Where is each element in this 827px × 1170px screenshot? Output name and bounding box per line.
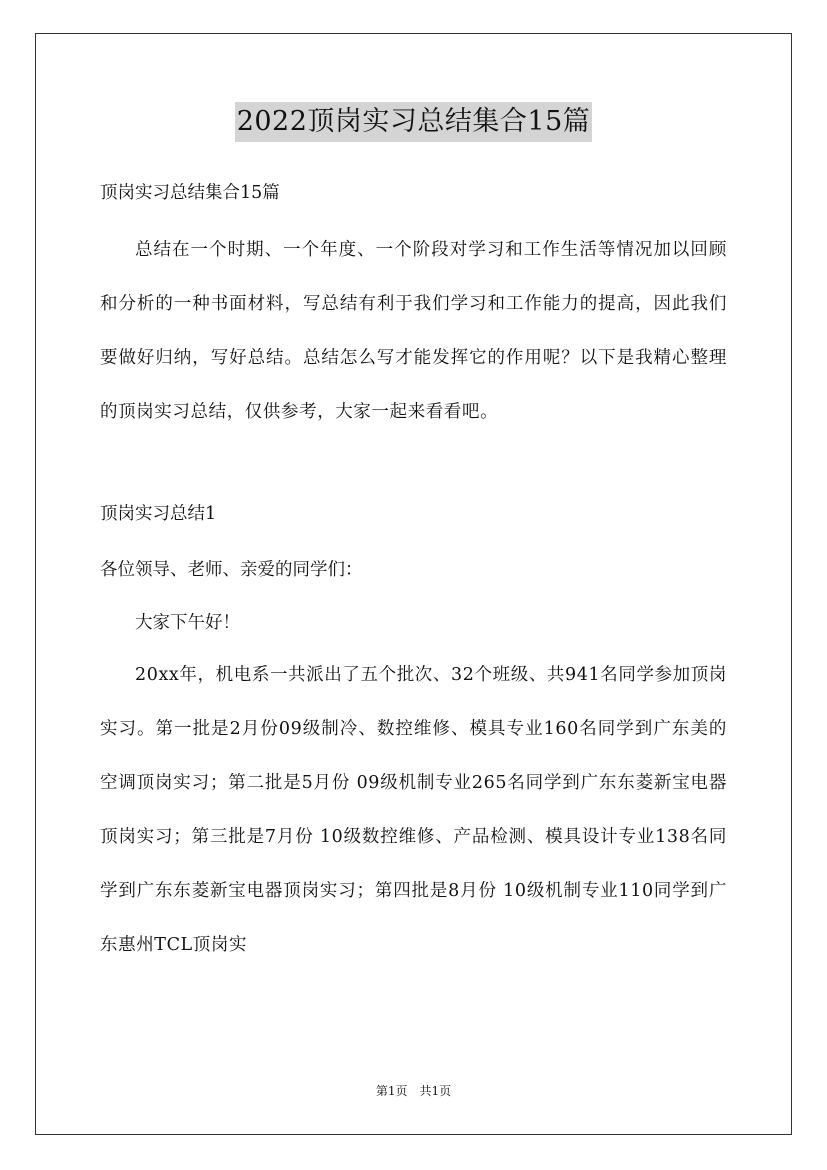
document-title: 2022顶岗实习总结集合15篇 — [235, 102, 593, 142]
salutation: 各位领导、老师、亲爱的同学们： — [100, 560, 363, 580]
title-container — [0, 102, 827, 142]
intro-paragraph: 总结在一个时期、一个年度、一个阶段对学习和工作生活等情况加以回顾和分析的一种书面材料，写总结有利于我们学习和工作能力的提高，因此我们要做好归纳，写好总结。总结怎么写才能发挥它的作用呢？以下是我精心整理的顶岗实习总结，仅供参考，大家一起来看看吧。 — [100, 240, 727, 422]
page-footer: 第1页 共1页 — [375, 1084, 452, 1098]
body-paragraph: 20xx年，机电系一共派出了五个批次、32个班级、共941名同学参加顶岗实习。第一批是2月份09级制冷、数控维修、模具专业160名同学到广东美的空调顶岗实习；第二批是5月份 09级机制专业265名同学到广东东菱新宝电器顶岗实习；第三批是7月份 10级数控维修、产品检测、模具设计专业138名同学到广东东菱新宝电器顶岗实习；第四批是8月份 10级机制专业110同学到广东惠州TCL顶岗实 — [100, 665, 727, 955]
document-body — [100, 178, 727, 972]
section-heading: 顶岗实习总结1 — [100, 504, 217, 524]
greeting: 大家下午好！ — [135, 613, 240, 633]
document-subtitle: 顶岗实习总结集合15篇 — [100, 183, 280, 203]
